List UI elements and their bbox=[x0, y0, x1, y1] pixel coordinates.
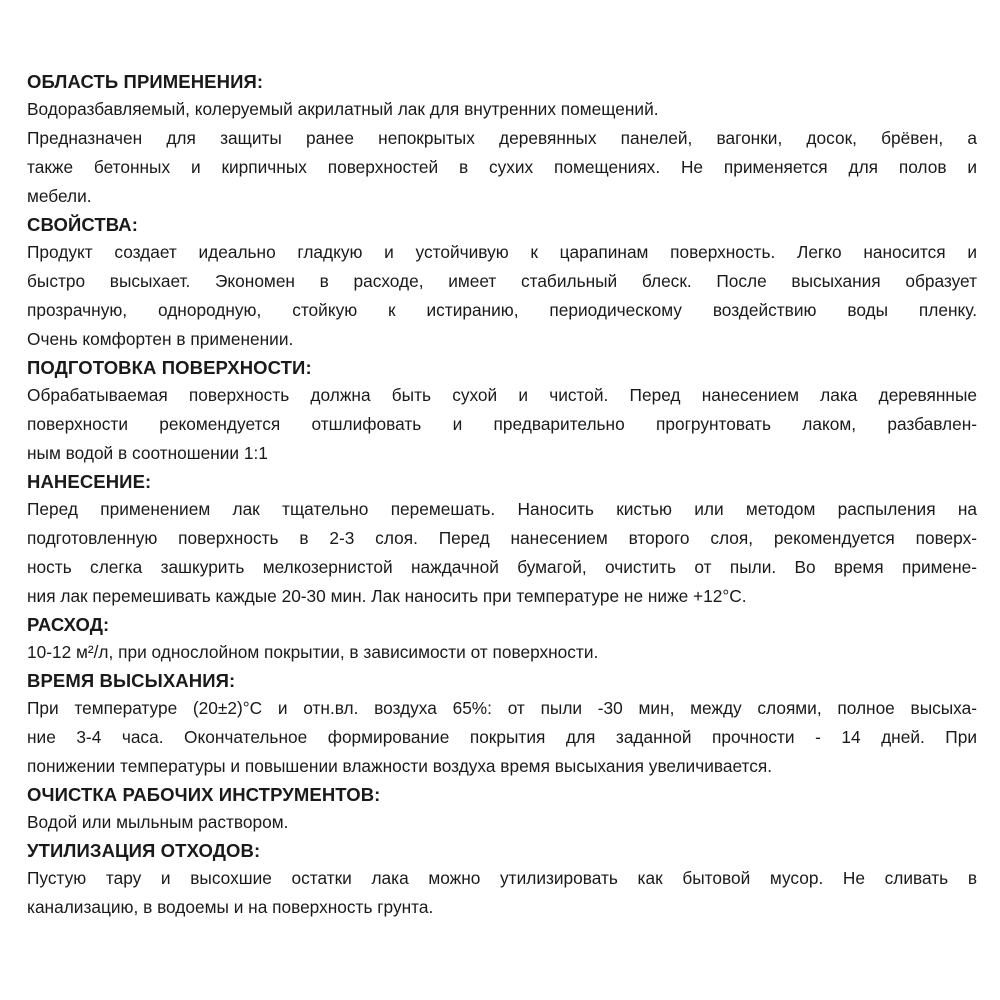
text-line: ние 3-4 часа. Окончательное формирование покрытия для заданной прочности - 14 дней. При bbox=[27, 727, 977, 747]
section-consumption bbox=[27, 611, 977, 667]
section-properties bbox=[27, 211, 977, 354]
section-scope bbox=[27, 68, 977, 211]
text-line: При температуре (20±2)°С и отн.вл. воздуха 65%: от пыли -30 мин, между слоями, полное высыха- bbox=[27, 698, 977, 718]
text-line: Предназначен для защиты ранее непокрытых деревянных панелей, вагонки, досок, брёвен, а bbox=[27, 128, 977, 148]
text-line: ным водой в соотношении 1:1 bbox=[27, 443, 268, 463]
section-heading: НАНЕСЕНИЕ: bbox=[27, 471, 152, 492]
section-application bbox=[27, 468, 977, 611]
text-line: Очень комфортен в применении. bbox=[27, 329, 294, 349]
text-line: Пустую тару и высохшие остатки лака можно утилизировать как бытовой мусор. Не сливать в bbox=[27, 868, 977, 888]
section-surface-prep bbox=[27, 354, 977, 468]
text-line: ния лак перемешивать каждые 20-30 мин. Лак наносить при температуре не ниже +12°С. bbox=[27, 586, 747, 606]
text-line: Обрабатываемая поверхность должна быть сухой и чистой. Перед нанесением лака деревянные bbox=[27, 385, 977, 405]
text-line: ность слегка зашкурить мелкозернистой наждачной бумагой, очистить от пыли. Во время примене- bbox=[27, 557, 977, 577]
text-line: Водой или мыльным раствором. bbox=[27, 812, 289, 832]
section-heading: РАСХОД: bbox=[27, 614, 110, 635]
section-heading: ВРЕМЯ ВЫСЫХАНИЯ: bbox=[27, 670, 236, 691]
text-line: канализацию, в водоемы и на поверхность грунта. bbox=[27, 897, 434, 917]
text-line: Перед применением лак тщательно перемешать. Наносить кистью или методом распыления на bbox=[27, 499, 977, 519]
section-waste-disposal bbox=[27, 837, 977, 922]
section-heading: ОЧИСТКА РАБОЧИХ ИНСТРУМЕНТОВ: bbox=[27, 784, 381, 805]
document-body bbox=[27, 68, 977, 922]
text-line: также бетонных и кирпичных поверхностей в сухих помещениях. Не применяется для полов и bbox=[27, 157, 977, 177]
text-line: мебели. bbox=[27, 186, 92, 206]
section-heading: СВОЙСТВА: bbox=[27, 214, 139, 235]
text-line: 10-12 м²/л, при однослойном покрытии, в зависимости от поверхности. bbox=[27, 642, 599, 662]
section-heading: ОБЛАСТЬ ПРИМЕНЕНИЯ: bbox=[27, 71, 264, 92]
text-line: понижении температуры и повышении влажности воздуха время высыхания увеличивается. bbox=[27, 756, 773, 776]
text-line: Водоразбавляемый, колеруемый акрилатный лак для внутренних помещений. bbox=[27, 99, 659, 119]
text-line: Продукт создает идеально гладкую и устойчивую к царапинам поверхность. Легко наносится и bbox=[27, 242, 977, 262]
section-heading: ПОДГОТОВКА ПОВЕРХНОСТИ: bbox=[27, 357, 312, 378]
text-line: поверхности рекомендуется отшлифовать и предварительно прогрунтовать лаком, разбавлен- bbox=[27, 414, 977, 434]
section-tool-cleaning bbox=[27, 781, 977, 837]
text-line: быстро высыхает. Экономен в расходе, имеет стабильный блеск. После высыхания образует bbox=[27, 271, 977, 291]
section-heading: УТИЛИЗАЦИЯ ОТХОДОВ: bbox=[27, 840, 261, 861]
text-line: прозрачную, однородную, стойкую к истиранию, периодическому воздействию воды пленку. bbox=[27, 300, 977, 320]
section-drying-time bbox=[27, 667, 977, 781]
text-line: подготовленную поверхность в 2-3 слоя. Перед нанесением второго слоя, рекомендуется поверх- bbox=[27, 528, 977, 548]
